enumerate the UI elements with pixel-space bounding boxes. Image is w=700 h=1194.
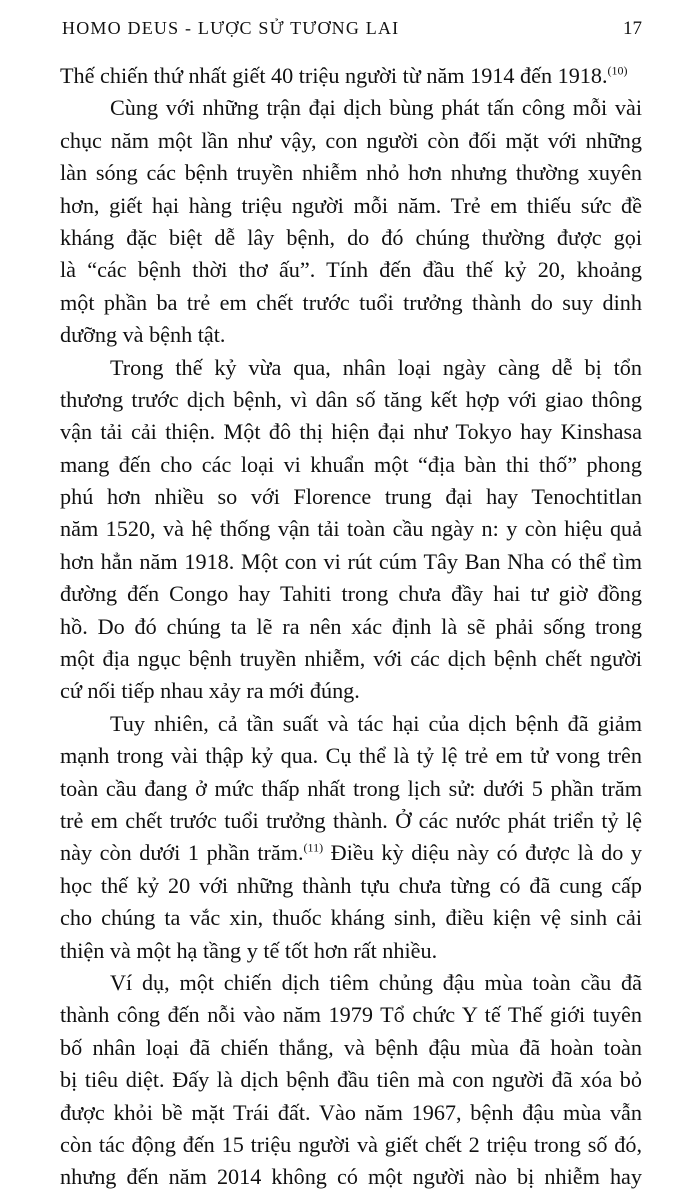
text-line [60, 837, 642, 869]
line-text: chục năm một lần như vậy, con người còn đối mặt với những [60, 127, 642, 153]
text-line [60, 157, 642, 189]
text-line [60, 643, 642, 675]
line-text: làn sóng các bệnh truyền nhiễm nhỏ hơn nhưng thường xuyên [60, 160, 642, 186]
text-line [60, 1064, 642, 1096]
line-text: kháng đặc biệt dễ lây bệnh, do đó chúng thường được gọi [60, 224, 642, 250]
line-text: nhưng đến năm 2014 không có một người nào bị nhiễm hay [60, 1164, 642, 1190]
line-text: bị tiêu diệt. Đấy là dịch bệnh đầu tiên mà con người đã xóa bỏ [60, 1067, 642, 1093]
page-number: 17 [623, 18, 642, 39]
text-line [60, 999, 642, 1031]
line-text: hơn, giết hại hàng triệu người mỗi năm. Trẻ em thiếu sức đề [60, 192, 642, 218]
line-text: trẻ em chết trước tuổi trưởng thành. Ở các nước phát triển tỷ lệ [60, 807, 642, 833]
text-line [60, 449, 642, 481]
line-text: còn tác động đến 15 triệu người và giết chết 2 triệu trong số đó, [60, 1131, 642, 1157]
book-title: HOMO DEUS - LƯỢC SỬ TƯƠNG LAI [62, 18, 400, 38]
line-text: hơn hẳn năm 1918. Một con vi rút cúm Tây Ban Nha có thể tìm [60, 548, 642, 574]
line-text-continued: Điều kỳ diệu này có được là do y [323, 840, 642, 866]
text-line [60, 1097, 642, 1129]
line-text: thiện và một hạ tầng y tế tốt hơn rất nhiều. [60, 937, 438, 963]
footnote-reference[interactable]: (11) [303, 840, 324, 855]
text-line [60, 773, 642, 805]
text-line [60, 708, 642, 740]
line-text: Tuy nhiên, cả tần suất và tác hại của dịch bệnh đã giảm [110, 710, 642, 736]
paragraph [60, 967, 642, 1194]
text-line [60, 675, 642, 707]
line-text: là “các bệnh thời thơ ấu”. Tính đến đầu thế kỷ 20, khoảng [60, 257, 642, 283]
text-line [60, 902, 642, 934]
paragraph [60, 352, 642, 708]
text-line [60, 125, 642, 157]
text-line [60, 60, 642, 92]
paragraph [60, 92, 642, 351]
text-line [60, 805, 642, 837]
text-line [60, 319, 642, 351]
text-line [60, 384, 642, 416]
text-line [60, 578, 642, 610]
line-text: Ví dụ, một chiến dịch tiêm chủng đậu mùa toàn cầu đã [110, 969, 642, 995]
line-text: hồ. Do đó chúng ta lẽ ra nên xác định là sẽ phải sống trong [60, 613, 642, 639]
line-text: vận tải cải thiện. Một đô thị hiện đại như Tokyo hay Kinshasa [60, 419, 642, 445]
line-text: dưỡng và bệnh tật. [60, 322, 226, 348]
line-text: năm 1520, và hệ thống vận tải toàn cầu ngày n: y còn hiệu quả [60, 516, 642, 542]
line-text: thành công đến nỗi vào năm 1979 Tổ chức Y tế Thế giới tuyên [60, 1002, 642, 1028]
text-line [60, 740, 642, 772]
running-header [62, 18, 642, 48]
paragraph [60, 708, 642, 967]
line-text: thương trước dịch bệnh, vì dân số tăng kết hợp với giao thông [60, 386, 642, 412]
text-line [60, 352, 642, 384]
line-text: toàn cầu đang ở mức thấp nhất trong lịch sử: dưới 5 phần trăm [60, 775, 642, 801]
paragraph [60, 60, 642, 92]
line-text: đường đến Congo hay Tahiti trong chưa đầy hai tư giờ đồng [60, 581, 642, 607]
text-line [60, 546, 642, 578]
line-text: một địa ngục bệnh truyền nhiễm, với các dịch bệnh chết người [60, 646, 642, 672]
text-line [60, 1161, 642, 1193]
text-line [60, 190, 642, 222]
body-text [60, 60, 642, 1194]
text-line [60, 254, 642, 286]
text-line [60, 92, 642, 124]
line-text: mạnh trong vài thập kỷ qua. Cụ thể là tỷ lệ trẻ em tử vong trên [60, 743, 642, 769]
text-line [60, 222, 642, 254]
text-line [60, 481, 642, 513]
footnote-reference[interactable]: (10) [607, 63, 628, 78]
line-text: Trong thế kỷ vừa qua, nhân loại ngày càng dễ bị tổn [110, 354, 642, 380]
text-line [60, 513, 642, 545]
line-text: cứ nối tiếp nhau xảy ra mới đúng. [60, 678, 360, 704]
text-line [60, 1032, 642, 1064]
text-line [60, 1129, 642, 1161]
line-text: một phần ba trẻ em chết trước tuổi trưởng thành do suy dinh [60, 289, 642, 315]
line-text: bố nhân loại đã chiến thắng, và bệnh đậu mùa đã hoàn toàn [60, 1034, 642, 1060]
text-line [60, 967, 642, 999]
line-text: Cùng với những trận đại dịch bùng phát tấn công mỗi vài [110, 95, 642, 121]
line-text: này còn dưới 1 phần trăm. [60, 840, 304, 866]
line-text: cho chúng ta vắc xin, thuốc kháng sinh, điều kiện vệ sinh cải [60, 905, 642, 931]
text-line [60, 935, 642, 967]
line-text: mang đến cho các loại vi khuẩn một “địa bàn thi thố” phong [60, 451, 642, 477]
line-text: học thế kỷ 20 với những thành tựu chưa từng có đã cung cấp [60, 872, 642, 898]
text-line [60, 287, 642, 319]
text-line [60, 416, 642, 448]
text-line [60, 870, 642, 902]
line-text: Thế chiến thứ nhất giết 40 triệu người từ năm 1914 đến 1918. [60, 63, 608, 88]
text-line [60, 611, 642, 643]
line-text: phú hơn nhiều so với Florence trung đại hay Tenochtitlan [60, 484, 642, 510]
line-text: được khỏi bề mặt Trái đất. Vào năm 1967, bệnh đậu mùa vẫn [60, 1099, 642, 1125]
